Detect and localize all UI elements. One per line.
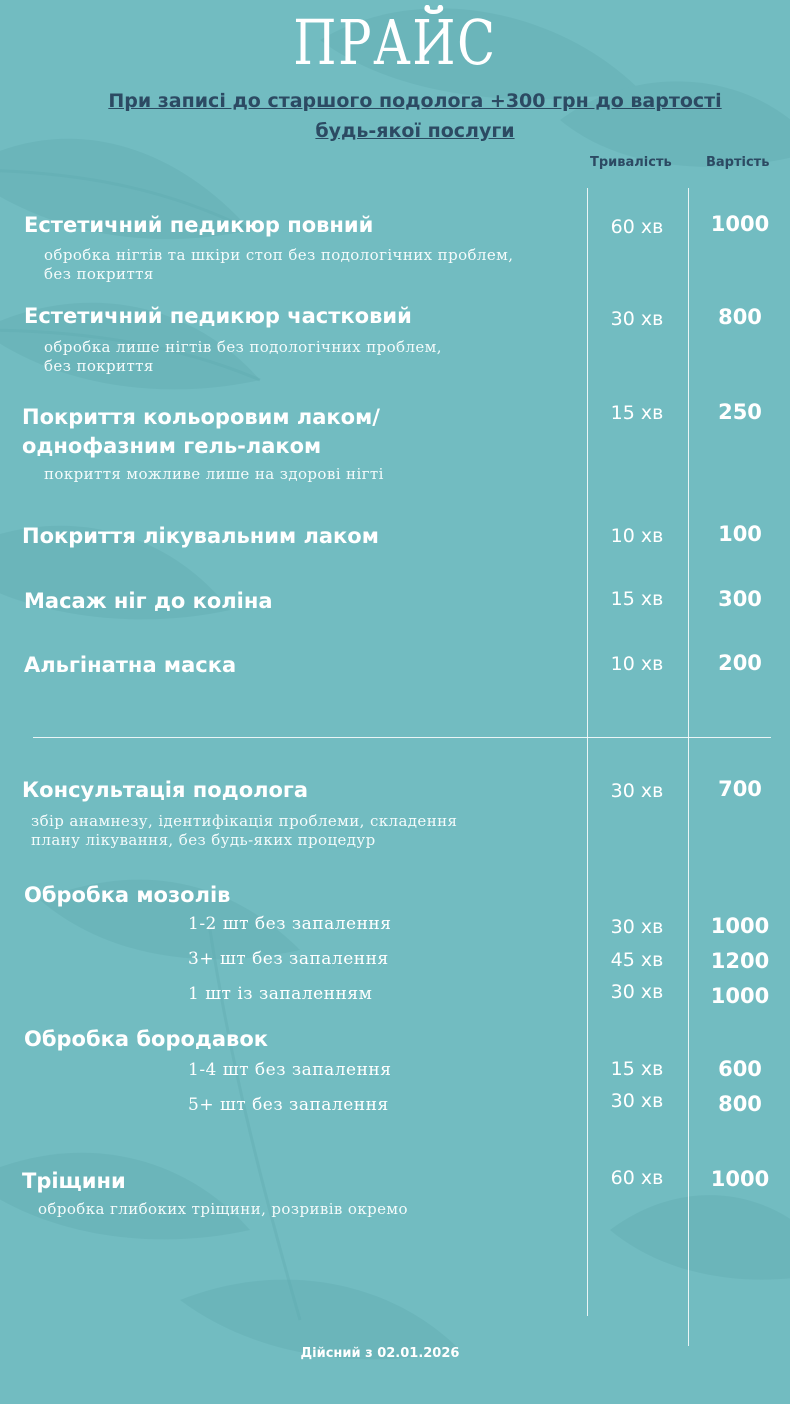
service-name	[22, 403, 380, 461]
service-duration: 30 хв	[610, 780, 664, 802]
service-option: 1-4 шт без запалення	[188, 1060, 392, 1080]
description-line: покриття можливе лише на здорові нігті	[44, 465, 384, 483]
column-divider-left	[587, 188, 588, 1316]
service-price: 1000	[710, 1167, 770, 1191]
service-duration: 45 хв	[610, 949, 664, 971]
service-name: Естетичний педикюр повний	[24, 213, 374, 237]
section-divider	[33, 737, 771, 738]
price-column-header: Вартість	[706, 155, 770, 170]
service-duration: 15 хв	[610, 1058, 664, 1080]
service-name: Масаж ніг до коліна	[24, 589, 273, 613]
notice-line: будь-якої послуги	[315, 120, 515, 142]
service-price: 600	[718, 1057, 762, 1081]
service-name: Естетичний педикюр частковий	[24, 304, 412, 328]
description-line: збір анамнезу, ідентифікація проблеми, складення	[31, 812, 458, 830]
service-option: 5+ шт без запалення	[188, 1095, 389, 1115]
description-line: обробка глибоких тріщини, розривів окремо	[38, 1200, 408, 1218]
name-line: Покриття кольоровим лаком/	[22, 405, 380, 429]
service-price: 700	[718, 777, 762, 801]
service-name: Тріщини	[22, 1169, 126, 1193]
description-line: без покриття	[44, 357, 154, 375]
service-option: 1 шт із запаленням	[188, 984, 373, 1004]
service-description	[44, 465, 384, 484]
service-name: Альгінатна маска	[24, 653, 237, 677]
notice-line: При записі до старшого подолога +300 грн до вартості	[108, 90, 722, 112]
service-price: 300	[718, 587, 762, 611]
valid-from-date: Дійсний з 02.01.2026	[300, 1346, 460, 1361]
service-price: 250	[718, 400, 762, 424]
service-price: 200	[718, 651, 762, 675]
description-line: обробка лише нігтів без подологічних проблем,	[44, 338, 442, 356]
service-price: 1200	[710, 949, 770, 973]
duration-column-header: Тривалість	[590, 155, 672, 170]
service-duration: 30 хв	[610, 308, 664, 330]
description-line: без покриття	[44, 265, 154, 283]
service-duration: 15 хв	[610, 402, 664, 424]
service-duration: 60 хв	[610, 216, 664, 238]
service-price: 1000	[710, 984, 770, 1008]
service-price: 1000	[710, 914, 770, 938]
service-price: 800	[718, 1092, 762, 1116]
service-price: 1000	[710, 212, 770, 236]
service-description	[38, 1200, 408, 1219]
page-title: ПРАЙС	[293, 6, 497, 79]
service-duration: 30 хв	[610, 916, 664, 938]
service-name: Покриття лікувальним лаком	[22, 524, 379, 548]
service-duration: 30 хв	[610, 1090, 664, 1112]
service-duration: 30 хв	[610, 981, 664, 1003]
service-price: 800	[718, 305, 762, 329]
service-description	[44, 338, 442, 376]
service-description	[44, 246, 513, 284]
service-duration: 15 хв	[610, 588, 664, 610]
service-duration: 60 хв	[610, 1167, 664, 1189]
service-duration: 10 хв	[610, 653, 664, 675]
service-name: Консультація подолога	[22, 778, 309, 802]
service-description	[31, 812, 457, 850]
description-line: обробка нігтів та шкіри стоп без подологічних проблем,	[44, 246, 514, 264]
service-duration: 10 хв	[610, 525, 664, 547]
senior-podologist-notice	[40, 86, 790, 146]
service-price: 100	[718, 522, 762, 546]
column-divider-right	[688, 188, 689, 1346]
service-option: 1-2 шт без запалення	[188, 914, 392, 934]
description-line: плану лікування, без будь-яких процедур	[31, 831, 376, 849]
name-line: однофазним гель-лаком	[22, 434, 322, 458]
service-group-heading: Обробка мозолів	[24, 883, 231, 907]
service-group-heading: Обробка бородавок	[24, 1027, 269, 1051]
service-option: 3+ шт без запалення	[188, 949, 389, 969]
